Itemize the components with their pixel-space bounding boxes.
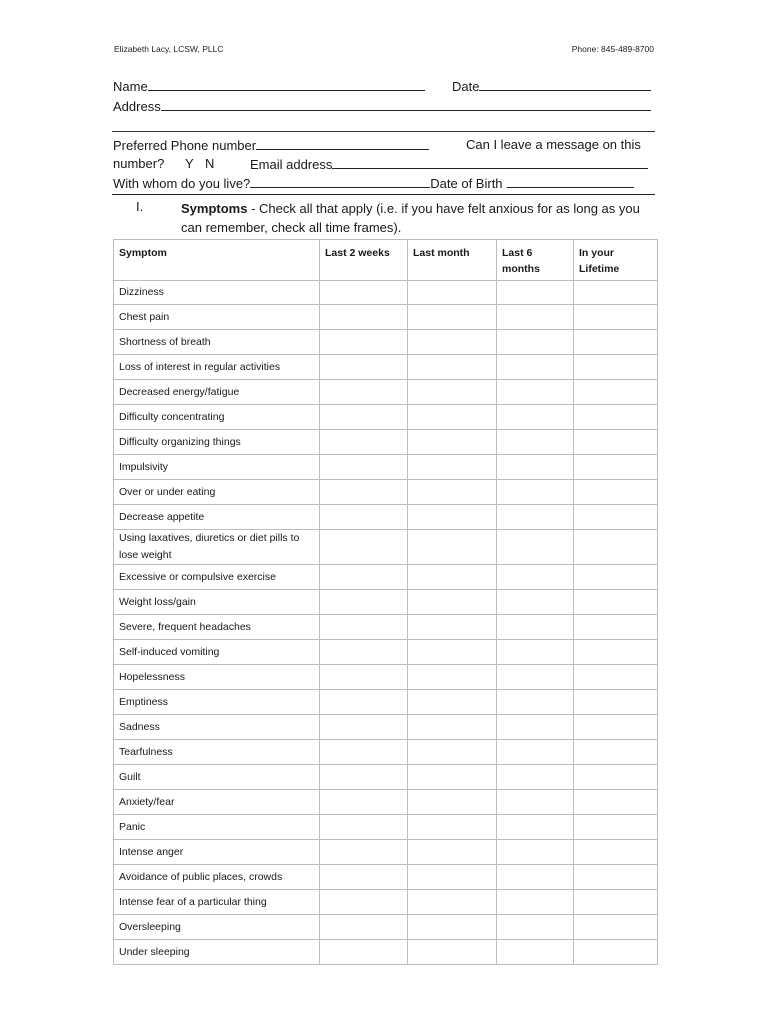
check-cell-last-2-weeks[interactable] — [320, 480, 408, 505]
phone-row — [113, 137, 429, 153]
check-cell-last-month[interactable] — [408, 505, 497, 530]
check-cell-lifetime[interactable] — [574, 530, 658, 565]
number-row — [113, 156, 164, 171]
check-cell-lifetime[interactable] — [574, 590, 658, 615]
check-cell-lifetime[interactable] — [574, 565, 658, 590]
check-cell-last-2-weeks[interactable] — [320, 330, 408, 355]
check-cell-last-month[interactable] — [408, 615, 497, 640]
check-cell-lifetime[interactable] — [574, 615, 658, 640]
check-cell-last-month[interactable] — [408, 640, 497, 665]
check-cell-lifetime[interactable] — [574, 305, 658, 330]
table-row — [114, 790, 658, 815]
dob-label: Date of Birth — [430, 176, 503, 191]
section-instruction-text: - Check all that apply (i.e. if you have felt anxious for as long as you can remember, check all time frames). — [181, 201, 640, 235]
check-cell-last-6-months[interactable] — [497, 330, 574, 355]
check-cell-last-2-weeks[interactable] — [320, 505, 408, 530]
check-cell-lifetime[interactable] — [574, 790, 658, 815]
table-row — [114, 281, 658, 305]
check-cell-last-6-months[interactable] — [497, 690, 574, 715]
table-row — [114, 355, 658, 380]
symptoms-table — [113, 239, 658, 965]
check-cell-last-6-months[interactable] — [497, 355, 574, 380]
check-cell-lifetime[interactable] — [574, 915, 658, 940]
check-cell-last-2-weeks[interactable] — [320, 865, 408, 890]
check-cell-lifetime[interactable] — [574, 380, 658, 405]
symptom-label: Shortness of breath — [114, 330, 320, 355]
number-label: number? — [113, 156, 165, 171]
live-with-row — [113, 175, 634, 191]
check-cell-last-6-months[interactable] — [497, 405, 574, 430]
symptom-label: Difficulty concentrating — [114, 405, 320, 430]
check-cell-last-month[interactable] — [408, 940, 497, 965]
check-cell-lifetime[interactable] — [574, 840, 658, 865]
symptom-label: Weight loss/gain — [114, 590, 320, 615]
symptom-label: Intense fear of a particular thing — [114, 890, 320, 915]
check-cell-last-6-months[interactable] — [497, 590, 574, 615]
header-last-month: Last month — [408, 240, 497, 281]
check-cell-last-6-months[interactable] — [497, 480, 574, 505]
table-row — [114, 940, 658, 965]
check-cell-last-month[interactable] — [408, 790, 497, 815]
check-cell-last-2-weeks[interactable] — [320, 355, 408, 380]
table-row — [114, 330, 658, 355]
check-cell-lifetime[interactable] — [574, 505, 658, 530]
check-cell-last-month[interactable] — [408, 915, 497, 940]
check-cell-last-month[interactable] — [408, 815, 497, 840]
check-cell-last-month[interactable] — [408, 281, 497, 305]
check-cell-last-2-weeks[interactable] — [320, 765, 408, 790]
table-row — [114, 915, 658, 940]
check-cell-lifetime[interactable] — [574, 815, 658, 840]
check-cell-last-2-weeks[interactable] — [320, 665, 408, 690]
table-row — [114, 480, 658, 505]
check-cell-lifetime[interactable] — [574, 355, 658, 380]
check-cell-last-6-months[interactable] — [497, 505, 574, 530]
date-label: Date — [452, 79, 480, 94]
symptom-label: Under sleeping — [114, 940, 320, 965]
check-cell-last-2-weeks[interactable] — [320, 715, 408, 740]
no-option[interactable]: N — [205, 156, 215, 171]
check-cell-lifetime[interactable] — [574, 890, 658, 915]
check-cell-last-2-weeks[interactable] — [320, 455, 408, 480]
table-row — [114, 505, 658, 530]
leave-message-label: Can I leave a message on this — [466, 137, 641, 152]
header-lifetime: In your Lifetime — [574, 240, 658, 281]
check-cell-last-2-weeks[interactable] — [320, 305, 408, 330]
header-last-6-months: Last 6 months — [497, 240, 574, 281]
table-row — [114, 615, 658, 640]
check-cell-last-month[interactable] — [408, 565, 497, 590]
check-cell-last-6-months[interactable] — [497, 640, 574, 665]
symptom-label: Intense anger — [114, 840, 320, 865]
section-divider — [112, 194, 655, 195]
symptom-label: Loss of interest in regular activities — [114, 355, 320, 380]
live-with-field[interactable] — [250, 175, 430, 188]
check-cell-last-6-months[interactable] — [497, 840, 574, 865]
symptom-label: Dizziness — [114, 281, 320, 305]
check-cell-last-month[interactable] — [408, 590, 497, 615]
check-cell-last-6-months[interactable] — [497, 865, 574, 890]
table-row — [114, 690, 658, 715]
check-cell-last-6-months[interactable] — [497, 380, 574, 405]
check-cell-lifetime[interactable] — [574, 405, 658, 430]
check-cell-last-month[interactable] — [408, 690, 497, 715]
check-cell-last-2-weeks[interactable] — [320, 615, 408, 640]
check-cell-last-6-months[interactable] — [497, 615, 574, 640]
table-row — [114, 640, 658, 665]
symptom-label: Emptiness — [114, 690, 320, 715]
check-cell-last-2-weeks[interactable] — [320, 840, 408, 865]
check-cell-last-2-weeks[interactable] — [320, 405, 408, 430]
check-cell-lifetime[interactable] — [574, 281, 658, 305]
check-cell-last-2-weeks[interactable] — [320, 380, 408, 405]
address-continuation-line[interactable] — [112, 131, 655, 132]
check-cell-last-month[interactable] — [408, 305, 497, 330]
check-cell-last-6-months[interactable] — [497, 305, 574, 330]
check-cell-lifetime[interactable] — [574, 765, 658, 790]
check-cell-last-month[interactable] — [408, 355, 497, 380]
check-cell-last-2-weeks[interactable] — [320, 740, 408, 765]
check-cell-last-6-months[interactable] — [497, 915, 574, 940]
check-cell-last-month[interactable] — [408, 430, 497, 455]
check-cell-last-6-months[interactable] — [497, 790, 574, 815]
name-label: Name — [113, 79, 148, 94]
check-cell-last-month[interactable] — [408, 530, 497, 565]
symptom-label: Tearfulness — [114, 740, 320, 765]
symptom-label: Self-induced vomiting — [114, 640, 320, 665]
email-row — [250, 156, 648, 172]
table-row — [114, 590, 658, 615]
check-cell-last-month[interactable] — [408, 380, 497, 405]
symptom-label: Sadness — [114, 715, 320, 740]
live-with-label: With whom do you live? — [113, 176, 251, 191]
header-last-2-weeks: Last 2 weeks — [320, 240, 408, 281]
check-cell-last-month[interactable] — [408, 890, 497, 915]
yes-option[interactable]: Y — [185, 156, 194, 171]
check-cell-last-month[interactable] — [408, 765, 497, 790]
date-field[interactable] — [479, 78, 651, 91]
table-header-row — [114, 240, 658, 281]
symptom-label: Using laxatives, diuretics or diet pills to lose weight — [114, 530, 320, 565]
table-row — [114, 565, 658, 590]
check-cell-last-2-weeks[interactable] — [320, 565, 408, 590]
table-row — [114, 765, 658, 790]
check-cell-last-6-months[interactable] — [497, 740, 574, 765]
table-row — [114, 455, 658, 480]
table-row — [114, 305, 658, 330]
check-cell-lifetime[interactable] — [574, 480, 658, 505]
check-cell-lifetime[interactable] — [574, 865, 658, 890]
symptom-label: Oversleeping — [114, 915, 320, 940]
email-field[interactable] — [332, 156, 648, 169]
practice-name: Elizabeth Lacy, LCSW, PLLC — [114, 44, 224, 54]
symptom-label: Chest pain — [114, 305, 320, 330]
address-field[interactable] — [161, 98, 651, 111]
table-row — [114, 890, 658, 915]
check-cell-last-2-weeks[interactable] — [320, 915, 408, 940]
table-row — [114, 430, 658, 455]
check-cell-last-6-months[interactable] — [497, 281, 574, 305]
email-label: Email address — [250, 157, 333, 172]
check-cell-last-6-months[interactable] — [497, 455, 574, 480]
check-cell-last-month[interactable] — [408, 715, 497, 740]
check-cell-last-2-weeks[interactable] — [320, 530, 408, 565]
preferred-phone-label: Preferred Phone number — [113, 138, 257, 153]
check-cell-lifetime[interactable] — [574, 455, 658, 480]
check-cell-last-6-months[interactable] — [497, 940, 574, 965]
symptom-label: Decrease appetite — [114, 505, 320, 530]
check-cell-last-6-months[interactable] — [497, 565, 574, 590]
check-cell-last-2-weeks[interactable] — [320, 690, 408, 715]
table-row — [114, 815, 658, 840]
check-cell-last-month[interactable] — [408, 455, 497, 480]
check-cell-last-2-weeks[interactable] — [320, 890, 408, 915]
table-row — [114, 530, 658, 565]
symptom-label: Anxiety/fear — [114, 790, 320, 815]
check-cell-last-month[interactable] — [408, 405, 497, 430]
check-cell-lifetime[interactable] — [574, 940, 658, 965]
symptom-label: Severe, frequent headaches — [114, 615, 320, 640]
check-cell-last-2-weeks[interactable] — [320, 940, 408, 965]
check-cell-last-month[interactable] — [408, 480, 497, 505]
preferred-phone-field[interactable] — [256, 137, 429, 150]
check-cell-last-6-months[interactable] — [497, 890, 574, 915]
section-instructions — [181, 199, 651, 237]
table-row — [114, 715, 658, 740]
symptom-label: Impulsivity — [114, 455, 320, 480]
check-cell-lifetime[interactable] — [574, 740, 658, 765]
symptom-label: Hopelessness — [114, 665, 320, 690]
check-cell-last-6-months[interactable] — [497, 815, 574, 840]
check-cell-last-6-months[interactable] — [497, 430, 574, 455]
check-cell-last-6-months[interactable] — [497, 765, 574, 790]
name-field[interactable] — [148, 78, 425, 91]
check-cell-last-2-weeks[interactable] — [320, 590, 408, 615]
check-cell-last-6-months[interactable] — [497, 715, 574, 740]
name-row — [113, 78, 425, 94]
table-row — [114, 740, 658, 765]
check-cell-last-2-weeks[interactable] — [320, 430, 408, 455]
check-cell-lifetime[interactable] — [574, 640, 658, 665]
dob-field[interactable] — [507, 175, 634, 188]
check-cell-last-6-months[interactable] — [497, 665, 574, 690]
table-row — [114, 665, 658, 690]
check-cell-lifetime[interactable] — [574, 665, 658, 690]
check-cell-last-month[interactable] — [408, 740, 497, 765]
symptom-label: Avoidance of public places, crowds — [114, 865, 320, 890]
check-cell-last-month[interactable] — [408, 865, 497, 890]
header-symptom: Symptom — [114, 240, 320, 281]
table-row — [114, 865, 658, 890]
check-cell-last-month[interactable] — [408, 840, 497, 865]
date-row — [452, 78, 651, 94]
check-cell-last-2-weeks[interactable] — [320, 790, 408, 815]
check-cell-lifetime[interactable] — [574, 430, 658, 455]
symptom-label: Panic — [114, 815, 320, 840]
symptom-label: Decreased energy/fatigue — [114, 380, 320, 405]
practice-phone: Phone: 845-489-8700 — [571, 44, 654, 54]
symptom-label: Excessive or compulsive exercise — [114, 565, 320, 590]
table-row — [114, 405, 658, 430]
check-cell-last-2-weeks[interactable] — [320, 815, 408, 840]
check-cell-last-month[interactable] — [408, 665, 497, 690]
symptom-label: Over or under eating — [114, 480, 320, 505]
symptom-label: Difficulty organizing things — [114, 430, 320, 455]
check-cell-lifetime[interactable] — [574, 690, 658, 715]
check-cell-last-2-weeks[interactable] — [320, 640, 408, 665]
check-cell-lifetime[interactable] — [574, 715, 658, 740]
symptom-label: Guilt — [114, 765, 320, 790]
section-title: Symptoms — [181, 201, 248, 216]
table-row — [114, 380, 658, 405]
address-label: Address — [113, 99, 161, 114]
check-cell-last-2-weeks[interactable] — [320, 281, 408, 305]
check-cell-lifetime[interactable] — [574, 330, 658, 355]
table-row — [114, 840, 658, 865]
check-cell-last-month[interactable] — [408, 330, 497, 355]
address-row — [113, 98, 651, 114]
check-cell-last-6-months[interactable] — [497, 530, 574, 565]
symptoms-table-body — [114, 281, 658, 965]
section-numeral: I. — [136, 199, 144, 214]
